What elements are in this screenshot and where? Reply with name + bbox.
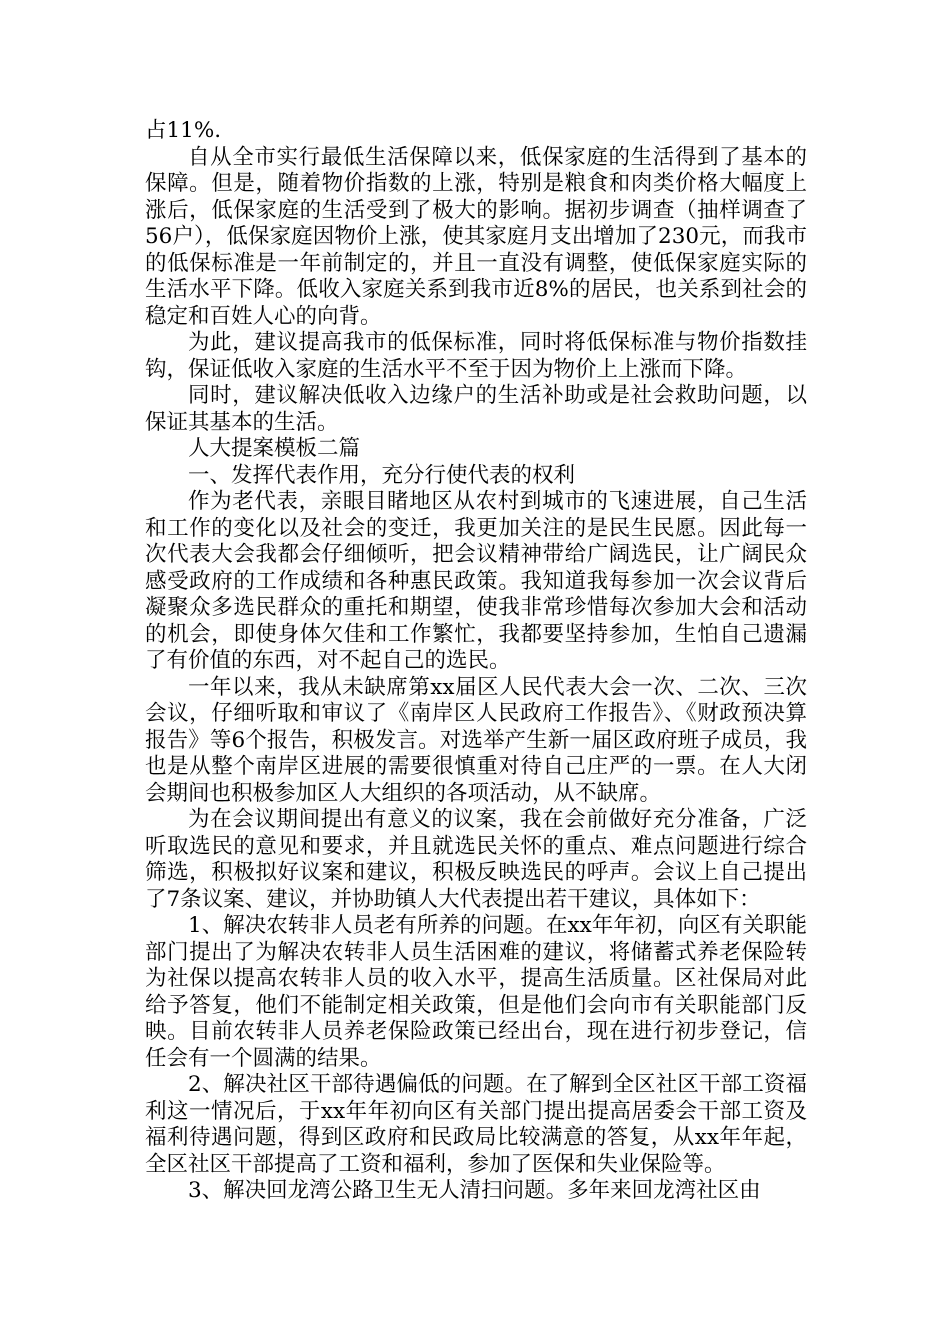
list-item-1: 1、解决农转非人员老有所养的问题。在xx年年初，向区有关职能部门提出了为解决农转非人员生活困难的建议，将储蓄式养老保险转为社保以提高农转非人员的收入水平，提高生活质量。区社保局对此给予答复，他们不能制定相关政策，但是他们会向市有关职能部门反映。目前农转非人员养老保险政策已经出台，现在进行初步登记，信任会有一个圆满的结果。 [145,913,807,1071]
list-item-2: 2、解决社区干部待遇偏低的问题。在了解到全区社区干部工资福利这一情况后，于xx年年初向区有关部门提出提高居委会干部工资及福利待遇问题，得到区政府和民政局比较满意的答复，从xx年年起，全区社区干部提高了工资和福利，参加了医保和失业保险等。 [145,1072,807,1177]
section-heading-1: 一、发挥代表作用，充分行使代表的权利 [188,462,576,488]
paragraph-4: 同时，建议解决低收入边缘户的生活补助或是社会救助问题，以保证其基本的生活。 [145,383,807,435]
paragraph-3: 为此，建议提高我市的低保标准，同时将低保标准与物价指数挂钩，保证低收入家庭的生活水平不至于因为物价上上涨而下降。 [145,330,807,382]
list-item-3: 3、解决回龙湾公路卫生无人清扫问题。多年来回龙湾社区由 [188,1178,761,1203]
paragraph-2: 自从全市实行最低生活保障以来，低保家庭的生活得到了基本的保障。但是，随着物价指数的上涨，特别是粮食和肉类价格大幅度上涨后，低保家庭的生活受到了极大的影响。据初步调查（抽样调查了56户），低保家庭因物价上涨，使其家庭月支出增加了230元，而我市的低保标准是一年前制定的，并且一直没有调整，使低保家庭实际的生活水平下降。低收入家庭关系到我市近8%的居民，也关系到社会的稳定和百姓人心的向背。 [145,144,807,329]
section-title: 人大提案模板二篇 [188,436,361,461]
paragraph-5: 作为老代表，亲眼目睹地区从农村到城市的飞速进展，自己生活和工作的变化以及社会的变迁，我更加关注的是民生民愿。因此每一次代表大会我都会仔细倾听，把会议精神带给广阔选民，让广阔民众感受政府的工作成绩和各种惠民政策。我知道我每参加一次会议背后凝聚众多选民群众的重托和期望，使我非常珍惜每次参加大会和活动的机会，即使身体欠佳和工作繁忙，我都要坚持参加，生怕自己遗漏了有价值的东西，对不起自己的选民。 [145,489,807,673]
document-body [145,118,807,1205]
paragraph-1: 占11%. [145,118,222,143]
paragraph-6: 一年以来，我从未缺席第xx届区人民代表大会一次、二次、三次会议，仔细听取和审议了《南岸区人民政府工作报告》、《财政预决算报告》等6个报告，积极发言。对选举产生新一届区政府班子成员，我也是从整个南岸区进展的需要很慎重对待自己庄严的一票。在人大闭会期间也积极参加区人大组织的各项活动，从不缺席。 [145,674,807,806]
paragraph-7: 为在会议期间提出有意义的议案，我在会前做好充分准备，广泛听取选民的意见和要求，并且就选民关怀的重点、难点问题进行综合筛选，积极拟好议案和建议，积极反映选民的呼声。会议上自己提出了7条议案、建议，并协助镇人大代表提出若干建议，具体如下： [145,807,807,912]
